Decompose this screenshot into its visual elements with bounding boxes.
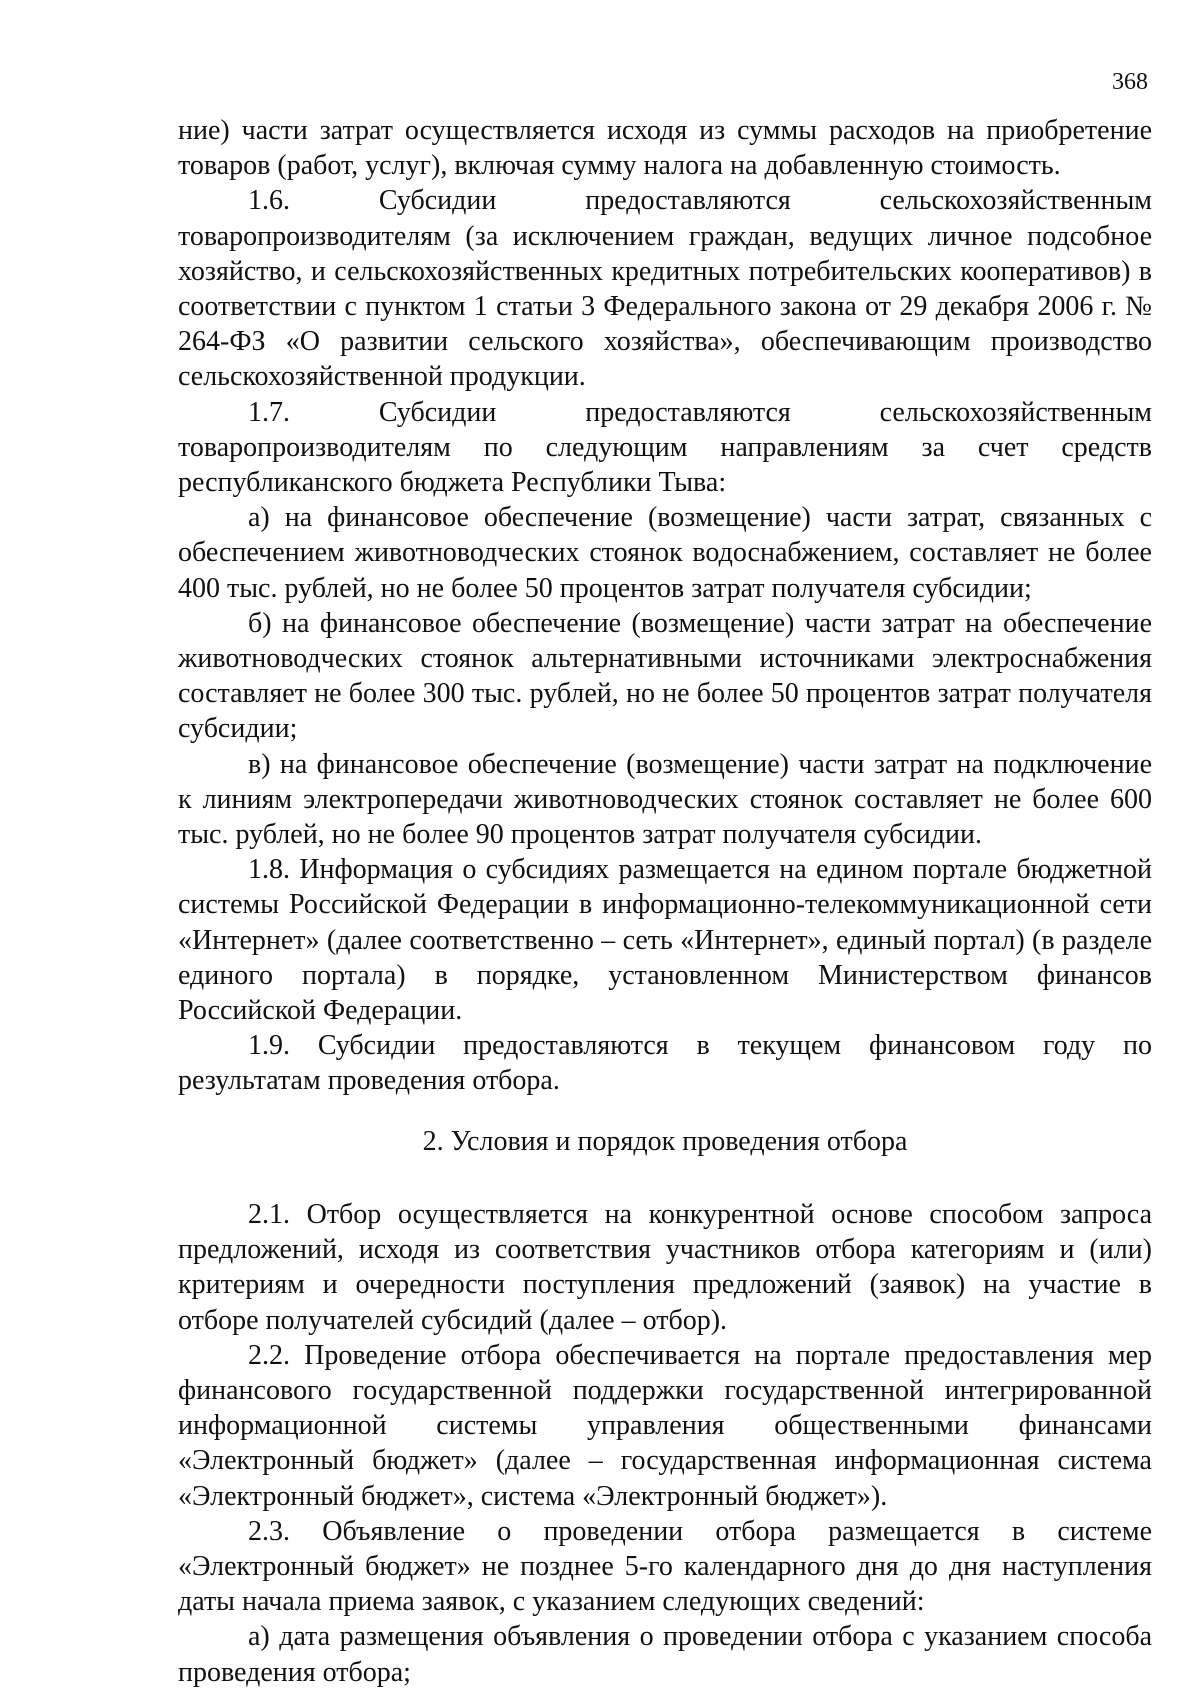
paragraph-1-9: 1.9. Субсидии предоставляются в текущем финансовом году по результатам проведения отбора. — [178, 1030, 1152, 1097]
paragraph-2-1: 2.1. Отбор осуществляется на конкурентной основе способом запроса предложений, исходя из соответствия участников отбора категориям и (или) критериям и очередности поступления предложений (заявок) на участие в отборе получателей субсидий (далее – отбор). — [178, 1198, 1152, 1336]
document-body — [178, 113, 1152, 1690]
paragraph-1-8: 1.8. Информация о субсидиях размещается на едином портале бюджетной системы Российской Федерации в информационно-телекоммуникационной сети «Интернет» (далее соответственно – сеть «Интернет», единый портал) (в разделе единого портала) в порядке, установленном Министерством финансов Российской Федерации. — [178, 854, 1152, 1027]
paragraph-1-6: 1.6. Субсидии предоставляются сельскохозяйственным товаропроизводителям (за исключением граждан, ведущих личное подсобное хозяйство, и сельскохозяйственных кредитных потребительских кооперативов) в соответствии с пунктом 1 статьи 3 Федерального закона от 29 декабря 2006 г. № 264-ФЗ «О развитии сельского хозяйства», обеспечивающим производство сельскохозяйственной продукции. — [178, 185, 1152, 393]
section-heading: 2. Условия и порядок проведения отбора — [422, 1125, 908, 1157]
paragraph-1-7-a: а) на финансовое обеспечение (возмещение) части затрат, связанных с обеспечением животноводческих стоянок водоснабжением, составляет не более 400 тыс. рублей, но не более 50 процентов затрат получателя субсидии; — [178, 502, 1152, 604]
paragraph-1-7-b: б) на финансовое обеспечение (возмещение) части затрат на обеспечение животноводческих стоянок альтернативными источниками электроснабжения составляет не более 300 тыс. рублей, но не более 50 процентов затрат получателя субсидии; — [178, 607, 1152, 745]
paragraph-continuation: ние) части затрат осуществляется исходя из суммы расходов на приобретение товаров (работ, услуг), включая сумму налога на добавленную стоимость. — [178, 115, 1152, 182]
paragraph-2-3-a: а) дата размещения объявления о проведении отбора с указанием способа проведения отбора; — [178, 1621, 1152, 1688]
page-number: 368 — [1112, 69, 1148, 95]
paragraph-1-7: 1.7. Субсидии предоставляются сельскохозяйственным товаропроизводителям по следующим направлениям за счет средств республиканского бюджета Республики Тыва: — [178, 396, 1152, 499]
paragraph-2-3: 2.3. Объявление о проведении отбора размещается в системе «Электронный бюджет» не позднее 5-го календарного дня до дня наступления даты начала приема заявок, с указанием следующих сведений: — [178, 1515, 1152, 1618]
paragraph-2-2: 2.2. Проведение отбора обеспечивается на портале предоставления мер финансового государственной поддержки государственной интегрированной информационной системы управления общественными финансами «Электронный бюджет» (далее – государственная информационная система «Электронный бюджет», система «Электронный бюджет»). — [178, 1339, 1152, 1512]
paragraph-1-7-v: в) на финансовое обеспечение (возмещение) части затрат на подключение к линиям электропередачи животноводческих стоянок составляет не более 600 тыс. рублей, но не более 90 процентов затрат получателя субсидии. — [178, 748, 1152, 851]
